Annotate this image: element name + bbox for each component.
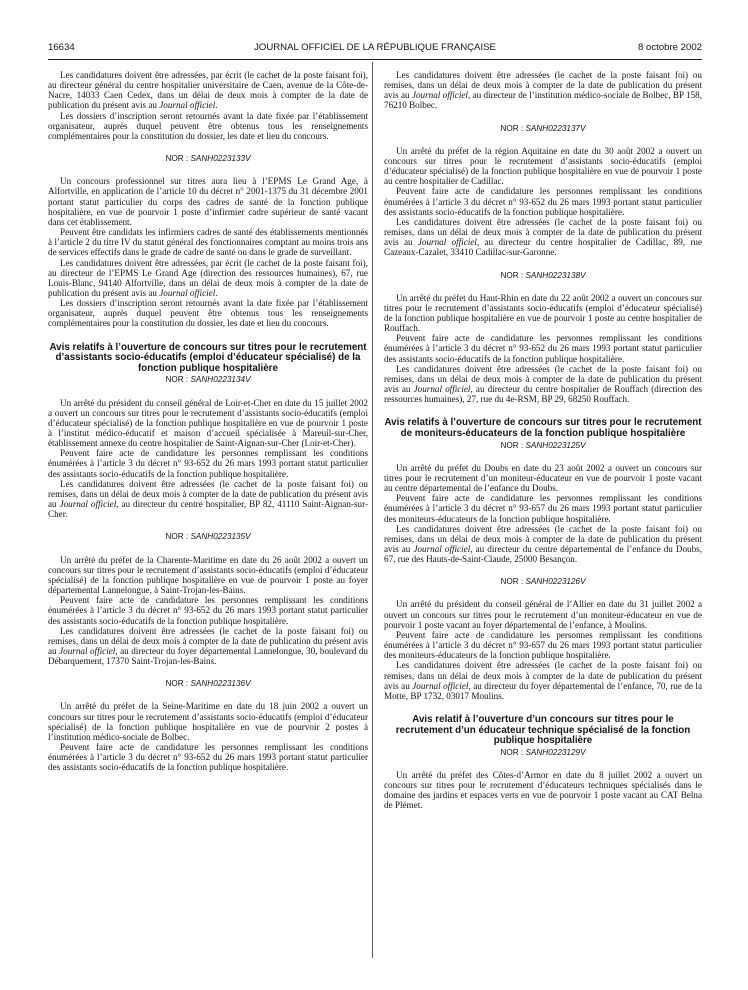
paragraph: Un concours professionnel sur titres aura lieu à l’EPMS Le Grand Age, à Alfortville, en application de l’article 10 du décret n° 2001-1375 du 31 décembre 2001 portant statut particulier du corps des cadres de santé de la fonction publique hospitalière, en vue de pourvoir 1 poste d’infirmier cadre supérieur de santé vacant dans cet établissement. xyxy=(48,176,368,227)
section-heading: Avis relatifs à l’ouverture de concours sur titres pour le recrutement de moniteurs-éducateurs de la fonction publique hospitalière xyxy=(384,417,702,439)
paragraph: Peuvent faire acte de candidature les personnes remplissant les conditions énumérées à l’article 3 du décret n° 93-657 du 26 mars 1993 portant statut particulier des moniteurs-éducateurs de la fonction publique hospitalière. xyxy=(384,629,702,661)
paragraph: Les candidatures doivent être adressées (le cachet de la poste faisant foi) ou remises, dans un délai de deux mois à compter de la date de publication du présent avis au Journal officiel, au directeur de l’institution médico-sociale de Bolbec, BP 158, 76210 Bolbec. xyxy=(384,70,703,111)
paragraph: Peuvent faire acte de candidature les personnes remplissant les conditions énumérées à l’article 3 du décret n° 93-652 du 26 mars 1993 portant statut particulier des assistants socio-éducatifs de la fonction publique hospitalière. xyxy=(48,448,368,479)
paragraph: Peuvent faire acte de candidature les personnes remplissant les conditions énumérées à l’article 3 du décret n° 93-657 du 26 mars 1993 portant statut particulier des moniteurs-éducateurs de la fonction publique hospitalière. xyxy=(384,493,702,524)
column-divider xyxy=(372,62,373,958)
paragraph: Les candidatures doivent être adressées (le cachet de la poste faisant foi) ou remises, dans un délai de deux mois à compter de la date de publication du présent avis au Journal officiel, au directeur du foyer départemental Lannelongue, 30, boulevard du Débarquement, 17370 Saint-Trojan-les-Bains. xyxy=(48,625,368,667)
nor-reference: NOR : SANH0223135V xyxy=(165,532,251,542)
nor-reference: NOR : SANH0223138V xyxy=(500,270,586,280)
paragraph: Peuvent faire acte de candidature les personnes remplissant les conditions énumérées à l’article 3 du décret n° 93-652 du 26 mars 1993 portant statut particulier des assistants socio-éducatifs de la fonction publique hospitalière. xyxy=(384,333,702,364)
nor-reference: NOR : SANH0223137V xyxy=(500,123,586,133)
nor-reference: NOR : SANH0223125V xyxy=(500,440,586,450)
paragraph: Les dossiers d’inscription seront retournés avant la date fixée par l’établissement organisateur, auprès duquel peuvent être obtenus tous les renseignements complémentaires pour la constitution du dossier, les date et lieu du concours. xyxy=(48,298,368,329)
paragraph: Un arrêté du préfet du Doubs en date du 23 août 2002 a ouvert un concours sur titres pour le recrutement d’un moniteur-éducateur en vue de pourvoir 1 poste vacant au centre départemental de l’enfance du Doubs. xyxy=(384,462,702,494)
page-number: 16634 xyxy=(48,42,75,53)
paragraph: Un arrêté du président du conseil général de Loir-et-Cher en date du 15 juillet 2002 a ouvert un concours sur titres pour le recrutement d’assistants socio-éducatifs (emploi d’éducateur spécialisé) de la fonction publique hospitalière en vue de pourvoir 1 poste à l’institut médico-éducatif et maison d’accueil spécialisée à Mareuil-sur-Cher, établissement annexe du centre hospitalier de Saint-Aignan-sur-Cher (Loir-et-Cher). xyxy=(48,397,368,449)
paragraph: Un arrêté du préfet de la Seine-Maritime en date du 18 juin 2002 a ouvert un concours sur titres pour le recrutement d’assistants socio-éducatifs (emploi d’éducateur spécialisé) de la fonction publique hospitalière en vue de pourvoir 2 postes à l’institution médico-sociale de Bolbec. xyxy=(48,701,368,742)
paragraph: Les dossiers d’inscription seront retournés avant la date fixée par l’établissement organisateur, auprès duquel peuvent être obtenus tous les renseignements complémentaires pour la constitution du dossier, les date et lieu du concours. xyxy=(48,110,368,141)
nor-reference: NOR : SANH0223129V xyxy=(500,747,586,757)
page-header xyxy=(48,42,702,56)
paragraph: Peuvent faire acte de candidature les personnes remplissant les conditions énumérées à l’article 3 du décret n° 93-652 du 26 mars 1993 portant statut particulier des assistants socio-éducatifs de la fonction publique hospitalière. xyxy=(48,742,368,773)
paragraph: Peuvent être candidats les infirmiers cadres de santé des établissements mentionnés à l’article 2 du titre IV du statut général des fonctionnaires comptant au moins trois ans de services effectifs dans le grade de cadre de santé ou dans le grade de surveillant. xyxy=(48,227,368,258)
left-column xyxy=(48,70,368,773)
paragraph: Peuvent faire acte de candidature les personnes remplissant les conditions énumérées à l’article 3 du décret n° 93-652 du 26 mars 1993 portant statut particulier des assistants socio-éducatifs de la fonction publique hospitalière. xyxy=(48,595,368,626)
paragraph: Les candidatures doivent être adressées (le cachet de la poste faisant foi) ou remises, dans un délai de deux mois à compter de la date de publication du présent avis au Journal officiel, au directeur du centre départemental de l’enfance du Doubs, 67, rue des Hauts-de-Saint-Claude, 25000 Besançon. xyxy=(384,523,702,565)
right-column xyxy=(384,70,702,811)
header-rule xyxy=(48,59,702,60)
paragraph: Les candidatures doivent être adressées (le cachet de la poste faisant foi) ou remises, dans un délai de deux mois à compter de la date de publication du présent avis au Journal officiel, au directeur du foyer départemental de l’enfance, 70, rue de la Motte, BP 1732, 03017 Moulins. xyxy=(384,660,703,701)
paragraph: Les candidatures doivent être adressées (le cachet de la poste faisant foi) ou remises, dans un délai de deux mois à compter de la date de publication du présent avis au Journal officiel, au directeur du centre hospitalier, BP 82, 41110 Saint-Aignan-sur-Cher. xyxy=(48,478,368,520)
paragraph: Un arrêté du préfet du Haut-Rhin en date du 22 août 2002 a ouvert un concours sur titres pour le recrutement d’assistants socio-éducatifs (emploi d’éducateur spécialisé) de la fonction publique hospitalière en vue de pourvoir 1 poste au centre hospitalier de Rouffach. xyxy=(384,292,702,334)
nor-reference: NOR : SANH0223134V xyxy=(165,375,251,385)
journal-title: JOURNAL OFFICIEL DE LA RÉPUBLIQUE FRANÇAISE xyxy=(254,42,496,53)
paragraph: Les candidatures doivent être adressées, par écrit (le cachet de la poste faisant foi), au directeur général du centre hospitalier universitaire de Caen, avenue de la Côte-de-Nacre, 14033 Caen Cedex, dans un délai de deux mois à compter de la date de publication du présent avis au Journal officiel. xyxy=(48,70,368,111)
paragraph: Un arrêté du préfet de la région Aquitaine en date du 30 août 2002 a ouvert un concours sur titres pour le recrutement d’assistants socio-éducatifs (emploi d’éducateur spécialisé) de la fonction publique hospitalière en vue de pourvoir 1 poste au centre hospitalier de Cadillac. xyxy=(384,145,702,187)
nor-reference: NOR : SANH0223126V xyxy=(500,577,586,587)
publication-date: 8 octobre 2002 xyxy=(637,42,702,53)
paragraph: Un arrêté du préfet de la Charente-Maritime en date du 26 août 2002 a ouvert un concours sur titres pour le recrutement d’assistants socio-éducatifs (emploi d’éducateur spécialisé) de la fonction publique hospitalière en vue de pourvoir 1 poste au foyer départemental Lannelongue, à Saint-Trojan-les-Bains. xyxy=(48,554,368,596)
paragraph: Un arrêté du président du conseil général de l’Allier en date du 31 juillet 2002 a ouvert un concours sur titres pour le recrutement d’un moniteur-éducateur en vue de pourvoir 1 poste vacant au foyer départemental de l’enfance, à Moulins. xyxy=(384,599,702,630)
paragraph: Les candidatures doivent être adressées (le cachet de la poste faisant foi) ou remises, dans un délai de deux mois à compter de la date de publication du présent avis au Journal officiel, au directeur du centre hospitalier de Cadillac, 89, rue Cazeaux-Cazalet, 33410 Cadillac-sur-Garonne. xyxy=(384,216,703,258)
paragraph: Un arrêté du préfet des Côtes-d’Armor en date du 8 juillet 2002 a ouvert un concours sur titres pour le recrutement d’éducateurs techniques spécialisés dans le domaine des jardins et espaces verts en vue de pourvoir 1 poste vacant au CAT Belna de Plémet. xyxy=(384,769,702,811)
section-heading: Avis relatif à l’ouverture d’un concours sur titres pour le recrutement d’un éducateur technique spécialisé de la fonction publique hospitalière xyxy=(395,714,691,747)
paragraph: Les candidatures doivent être adressées, par écrit (le cachet de la poste faisant foi), au directeur de l’EPMS Le Grand Age (direction des ressources humaines), 67, rue Louis-Blanc, 94140 Alfortville, dans un délai de deux mois à compter de la date de publication du présent avis au Journal officiel. xyxy=(48,257,368,298)
nor-reference: NOR : SANH0223133V xyxy=(165,154,251,164)
section-heading: Avis relatifs à l’ouverture de concours sur titres pour le recrutement d’assistants socio-éducatifs (emploi d’éducateur spécialisé) de la fonction publique hospitalière xyxy=(49,341,367,374)
paragraph: Peuvent faire acte de candidature les personnes remplissant les conditions énumérées à l’article 3 du décret n° 93-652 du 26 mars 1993 portant statut particulier des assistants socio-éducatifs de la fonction publique hospitalière. xyxy=(384,186,702,217)
paragraph: Les candidatures doivent être adressées (le cachet de la poste faisant foi) ou remises, dans un délai de deux mois à compter de la date de publication du présent avis au Journal officiel, au directeur du centre hospitalier de Rouffach (direction des ressources humaines), 27, rue du 4e-RSM, BP 29, 68250 Rouffach. xyxy=(384,363,703,405)
nor-reference: NOR : SANH0223136V xyxy=(165,679,251,689)
